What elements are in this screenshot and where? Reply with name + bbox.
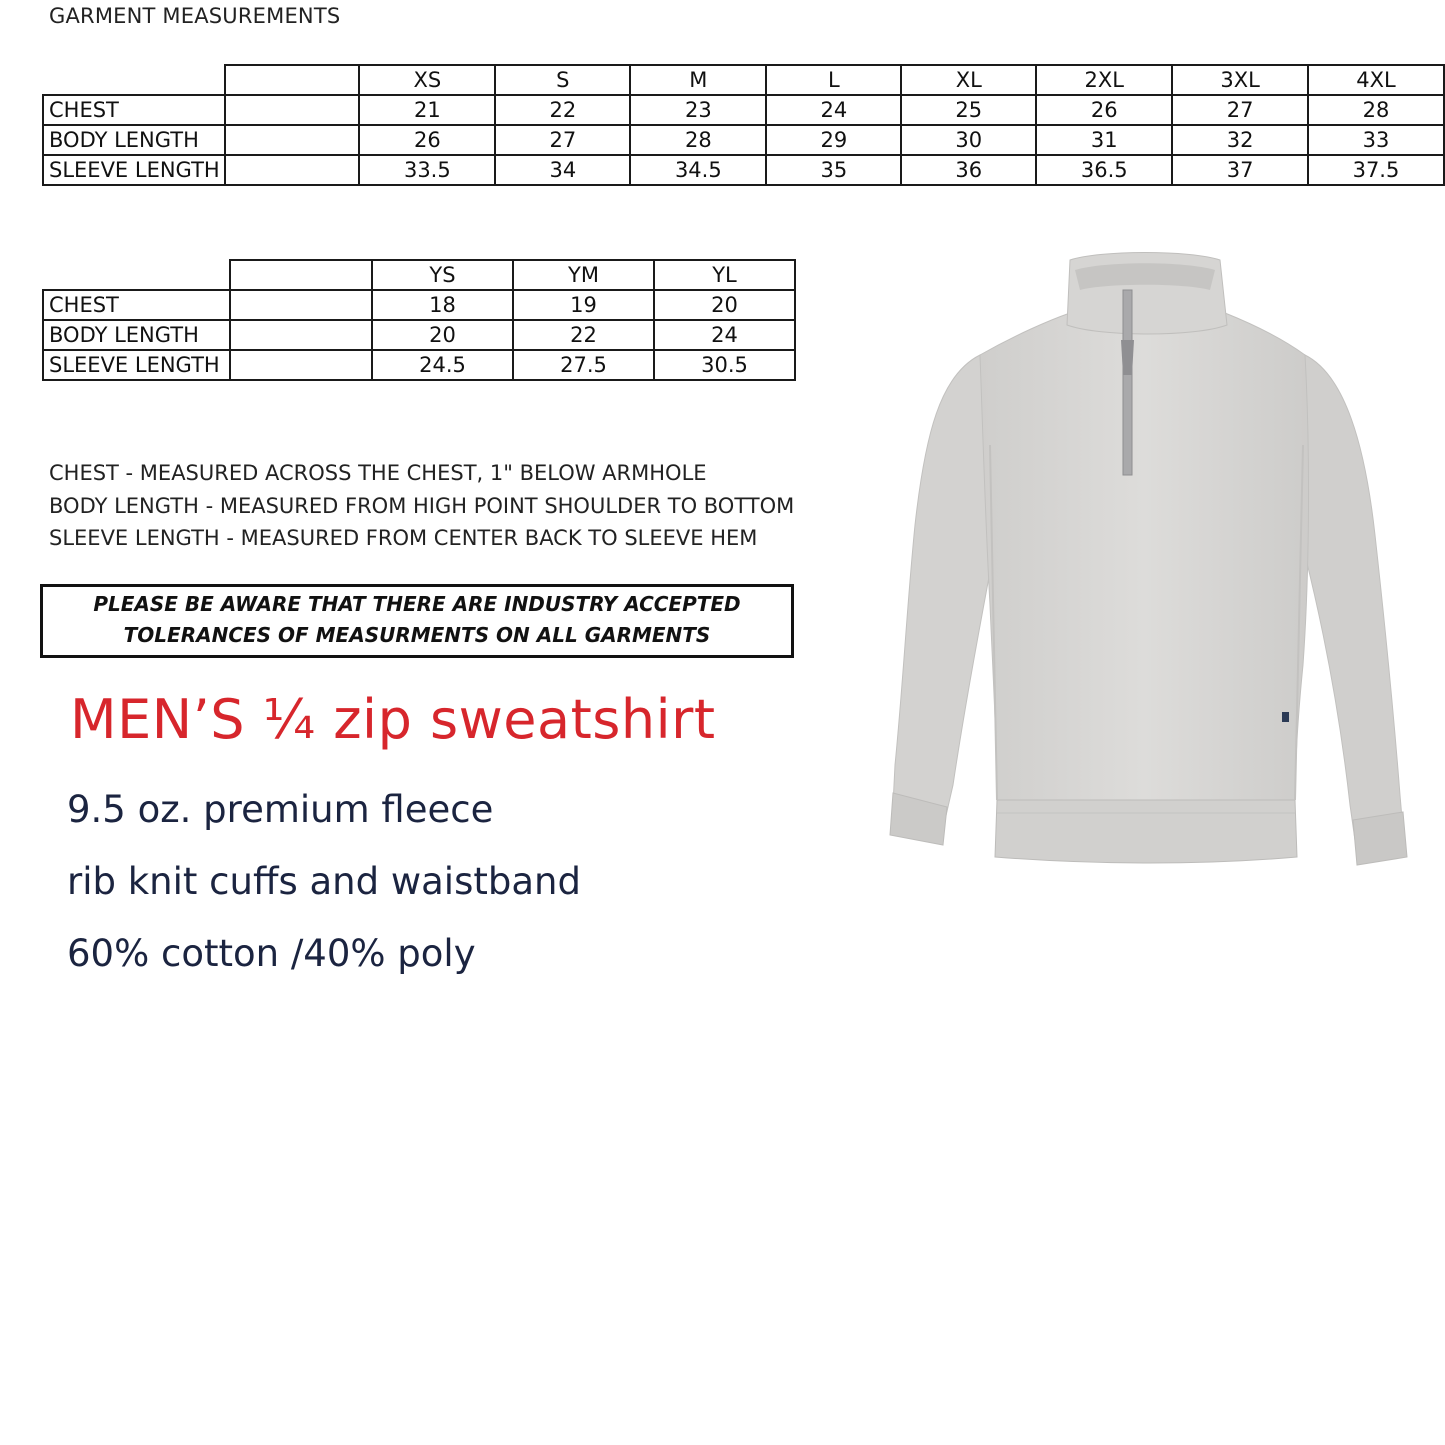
table-cell: 32 [1172, 125, 1308, 155]
table-row [43, 125, 1444, 155]
table-cell: 22 [513, 320, 654, 350]
size-header: 2XL [1036, 65, 1172, 95]
table-cell: 18 [372, 290, 513, 320]
tolerance-warning-box [40, 584, 794, 658]
table-cell: 24 [654, 320, 795, 350]
size-header: YS [372, 260, 513, 290]
blank-cell [230, 290, 372, 320]
zipper-pull-icon [1121, 340, 1134, 375]
table-cell: 27.5 [513, 350, 654, 380]
product-title: MEN’S ¼ zip sweatshirt [70, 688, 716, 751]
page-heading: GARMENT MEASUREMENTS [49, 4, 341, 28]
note-line: CHEST - MEASURED ACROSS THE CHEST, 1" BELOW ARMHOLE [49, 461, 707, 485]
table-row [43, 155, 1444, 185]
table-cell: 21 [359, 95, 495, 125]
table-cell: 36.5 [1036, 155, 1172, 185]
right-cuff [1353, 812, 1407, 865]
sweatshirt-body [980, 313, 1309, 805]
row-label: CHEST [43, 95, 225, 125]
warning-line: TOLERANCES OF MEASURMENTS ON ALL GARMENTS [123, 623, 711, 647]
waistband [995, 800, 1297, 863]
table-cell: 24.5 [372, 350, 513, 380]
blank-cell [230, 320, 372, 350]
note-line: BODY LENGTH - MEASURED FROM HIGH POINT SHOULDER TO BOTTOM [49, 493, 795, 518]
feature-item: 9.5 oz. premium fleece [67, 788, 494, 831]
left-sleeve [893, 355, 995, 820]
row-label: BODY LENGTH [43, 320, 230, 350]
table-cell: 22 [495, 95, 630, 125]
size-header: XS [359, 65, 495, 95]
row-label: SLEEVE LENGTH [43, 155, 225, 185]
corner-cell [43, 65, 225, 95]
table-cell: 23 [630, 95, 766, 125]
blank-cell [225, 95, 359, 125]
table-cell: 26 [359, 125, 495, 155]
table-cell: 28 [630, 125, 766, 155]
table-cell: 25 [901, 95, 1036, 125]
note-line: SLEEVE LENGTH - MEASURED FROM CENTER BACK TO SLEEVE HEM [49, 526, 758, 550]
row-label: BODY LENGTH [43, 125, 225, 155]
row-label: SLEEVE LENGTH [43, 350, 230, 380]
blank-cell [225, 125, 359, 155]
table-cell: 37 [1172, 155, 1308, 185]
adult-size-table [42, 64, 1445, 186]
table-cell: 30 [901, 125, 1036, 155]
warning-line: PLEASE BE AWARE THAT THERE ARE INDUSTRY ACCEPTED [93, 592, 741, 616]
youth-size-table [42, 259, 796, 381]
size-header: 4XL [1308, 65, 1444, 95]
blank-cell [225, 65, 359, 95]
table-cell: 24 [766, 95, 901, 125]
size-header: S [495, 65, 630, 95]
table-cell: 29 [766, 125, 901, 155]
table-cell: 26 [1036, 95, 1172, 125]
zipper [1123, 290, 1132, 475]
table-cell: 33.5 [359, 155, 495, 185]
blank-cell [230, 260, 372, 290]
table-cell: 33 [1308, 125, 1444, 155]
size-header: YM [513, 260, 654, 290]
table-cell: 35 [766, 155, 901, 185]
feature-item: rib knit cuffs and waistband [67, 860, 581, 903]
table-cell: 31 [1036, 125, 1172, 155]
size-header: 3XL [1172, 65, 1308, 95]
feature-item: 60% cotton /40% poly [67, 932, 476, 975]
measurement-notes [49, 457, 819, 555]
product-features [67, 782, 581, 998]
right-sleeve [1305, 355, 1403, 840]
table-cell: 34 [495, 155, 630, 185]
blank-cell [225, 155, 359, 185]
youth-header-row [43, 260, 795, 290]
table-cell: 30.5 [654, 350, 795, 380]
table-cell: 37.5 [1308, 155, 1444, 185]
table-cell: 34.5 [630, 155, 766, 185]
size-header: XL [901, 65, 1036, 95]
table-cell: 20 [654, 290, 795, 320]
table-cell: 19 [513, 290, 654, 320]
table-cell: 27 [1172, 95, 1308, 125]
table-cell: 36 [901, 155, 1036, 185]
adult-header-row [43, 65, 1444, 95]
adult-table-clip [0, 0, 1445, 200]
table-cell: 28 [1308, 95, 1444, 125]
size-header: M [630, 65, 766, 95]
corner-cell [43, 260, 230, 290]
table-row [43, 350, 795, 380]
row-label: CHEST [43, 290, 230, 320]
table-row [43, 320, 795, 350]
size-header: L [766, 65, 901, 95]
size-header: YL [654, 260, 795, 290]
table-cell: 20 [372, 320, 513, 350]
blank-cell [230, 350, 372, 380]
table-row [43, 290, 795, 320]
table-cell: 27 [495, 125, 630, 155]
side-tag-icon [1282, 712, 1289, 722]
table-row [43, 95, 1444, 125]
quarter-zip-sweatshirt-illustration [885, 245, 1410, 875]
